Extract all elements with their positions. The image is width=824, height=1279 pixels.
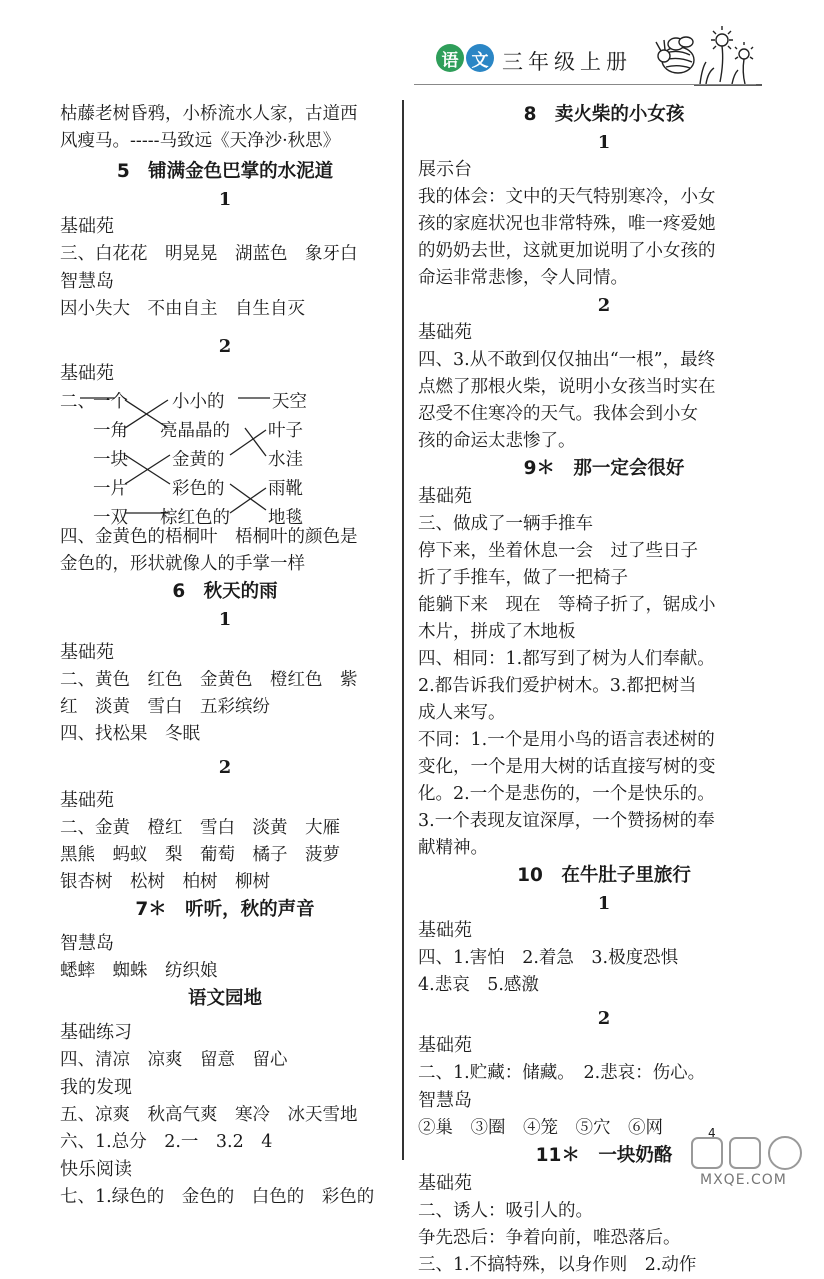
answer-line: 孩的家庭状况也非常特殊，唯一疼爱她 [418,214,716,234]
right-column [418,101,790,1279]
match-left-item: 一片 [93,479,128,499]
section-label: 基础苑 [60,216,114,237]
answer-line: 四、清凉 凉爽 留意 留心 [60,1050,288,1070]
answer-line: 五、凉爽 秋高气爽 寒冷 冰天雪地 [60,1105,358,1125]
answer-line: 争先恐后：争着向前，唯恐落后。 [418,1228,681,1248]
match-left-item: 一角 [93,421,128,441]
answer-line: 二、金黄 橙红 雪白 淡黄 大雁 [60,818,340,838]
grade-title: 三年级上册 [502,50,632,74]
answer-line: 4.悲哀 5.感激 [418,975,539,995]
lesson-8-title: 8 卖火柴的小女孩 [523,104,685,125]
answer-line: 3.一个表现友谊深厚，一个赞扬树的奉 [418,811,715,831]
section-label: 基础苑 [418,486,472,507]
part-number: 2 [597,1008,611,1029]
header-rule [414,84,756,85]
answer-line: ②巢 ③圈 ④笼 ⑤穴 ⑥网 [418,1118,663,1138]
page-number: 4 [708,1126,716,1140]
yuwen-yuandi-title: 语文园地 [187,988,262,1009]
poem-line: 枯藤老树昏鸦，小桥流水人家，古道西 [60,104,358,124]
match-right-item: 雨靴 [268,479,303,499]
watermark-text: MXQE.COM [700,1172,787,1188]
answer-line: 我的体会：文中的天气特别寒冷，小女 [418,187,716,207]
answer-line: 停下来，坐着休息一会 过了些日子 [418,541,698,561]
answer-line: 成人来写。 [418,703,506,723]
section-label: 展示台 [418,159,472,180]
answer-line: 银杏树 松树 柏树 柳树 [60,872,270,892]
answer-line: 七、1.绿色的 金色的 白色的 彩色的 [60,1187,375,1207]
part-number: 2 [597,295,611,316]
match-right-item: 天空 [272,392,307,412]
answer-line: 四、1.害怕 2.着急 3.极度恐惧 [418,948,679,968]
answer-line: 三、做成了一辆手推车 [418,514,593,534]
answer-line: 三、白花花 明晃晃 湖蓝色 象牙白 [60,244,358,264]
answer-line: 折了手推车，做了一把椅子 [418,568,628,588]
left-column [60,101,390,1211]
part-number: 1 [218,189,232,210]
section-label: 快乐阅读 [60,1159,132,1180]
answer-line: 不同：1.一个是用小鸟的语言表述树的 [418,730,715,750]
match-mid-item: 棕红色的 [160,508,230,528]
section-label: 我的发现 [60,1077,132,1098]
part-number: 1 [597,132,611,153]
column-divider [402,100,404,1160]
match-mid-item: 彩色的 [172,479,225,499]
match-right-item: 叶子 [268,421,303,441]
match-mid-item: 金黄的 [172,450,225,470]
part-number: 2 [218,757,232,778]
answer-line: 四、找松果 冬眠 [60,724,200,744]
lesson-10-title: 10 在牛肚子里旅行 [517,865,691,886]
lesson-6-title: 6 秋天的雨 [172,581,278,602]
section-label: 基础练习 [60,1022,132,1043]
subject-badge-wen: 文 [466,44,494,72]
match-mid-item: 亮晶晶的 [160,421,230,441]
subject-badge-yu: 语 [436,44,464,72]
match-right-item: 地毯 [268,508,303,528]
answer-line: 的奶奶去世，这就更加说明了小女孩的 [418,241,716,261]
match-right-item: 水洼 [268,450,303,470]
subject-badges [436,44,496,72]
answer-line: 四、相同：1.都写到了树为人们奉献。 [418,649,715,669]
answer-line: 因小失大 不由自主 自生自灭 [60,299,305,319]
answer-line: 变化，一个是用大树的话直接写树的变 [418,757,716,777]
section-label: 基础苑 [60,642,114,663]
answer-line: 六、1.总分 2.一 3.2 4 [60,1132,273,1152]
section-label: 基础苑 [418,322,472,343]
lesson-9-title: 9＊ 那一定会很好 [523,458,685,479]
answer-line: 黑熊 蚂蚁 梨 葡萄 橘子 菠萝 [60,845,340,865]
answer-line: 点燃了那根火柴，说明小女孩当时实在 [418,377,716,397]
answer-line: 四、金黄色的梧桐叶 梧桐叶的颜色是 [60,527,358,547]
section-label: 智慧岛 [60,271,114,292]
page-header [404,22,764,92]
answer-line: 献精神。 [418,838,488,858]
answer-line: 孩的命运太悲惨了。 [418,431,576,451]
poem-line: 风瘦马。-----马致远《天净沙·秋思》 [60,131,341,151]
answer-line: 蟋蟀 蜘蛛 纺织娘 [60,961,218,981]
answer-line: 二、1.贮藏：储藏。 2.悲哀：伤心。 [418,1063,706,1083]
answer-line: 二、诱人：吸引人的。 [418,1201,593,1221]
answer-line: 2.都告诉我们爱护树木。3.都把树当 [418,676,697,696]
section-label: 基础苑 [418,1035,472,1056]
watermark-stamp-icon [688,1130,808,1174]
match-left-item: 一双 [93,508,128,528]
section-label: 基础苑 [418,1173,472,1194]
match-mid-item: 小小的 [172,392,225,412]
match-left-item: 一块 [93,450,128,470]
part-number: 1 [597,893,611,914]
answer-line: 命运非常悲惨，令人同情。 [418,268,628,288]
match-left-item: 一个 [93,392,128,412]
answer-line: 四、3.从不敢到仅仅抽出“一根”，最终 [418,350,716,370]
answer-line: 金色的，形状就像人的手掌一样 [60,554,305,574]
answer-line: 红 淡黄 雪白 五彩缤纷 [60,697,270,717]
section-label: 基础苑 [60,363,114,384]
section-label: 基础苑 [60,790,114,811]
answer-line: 能躺下来 现在 等椅子折了，锯成小 [418,595,716,615]
answer-line: 木片，拼成了木地板 [418,622,576,642]
lesson-5-title: 5 铺满金色巴掌的水泥道 [116,161,334,182]
lesson-11-title: 11＊ 一块奶酪 [535,1145,673,1166]
answer-line: 化。2.一个是悲伤的，一个是快乐的。 [418,784,715,804]
lesson-7-title: 7＊ 听听，秋的声音 [135,899,315,920]
answer-line: 二、黄色 红色 金黄色 橙红色 紫 [60,670,358,690]
part-number: 2 [218,336,232,357]
bee-flowers-icon [644,22,764,88]
section-label: 智慧岛 [60,933,114,954]
matching-exercise [60,388,390,528]
section-label: 智慧岛 [418,1090,472,1111]
answer-line: 忍受不住寒冷的天气。我体会到小女 [418,404,698,424]
part-number: 1 [218,609,232,630]
answer-line: 三、1.不搞特殊，以身作则 2.动作 [418,1255,697,1275]
section-label: 基础苑 [418,920,472,941]
match-prefix: 二、 [60,392,95,412]
